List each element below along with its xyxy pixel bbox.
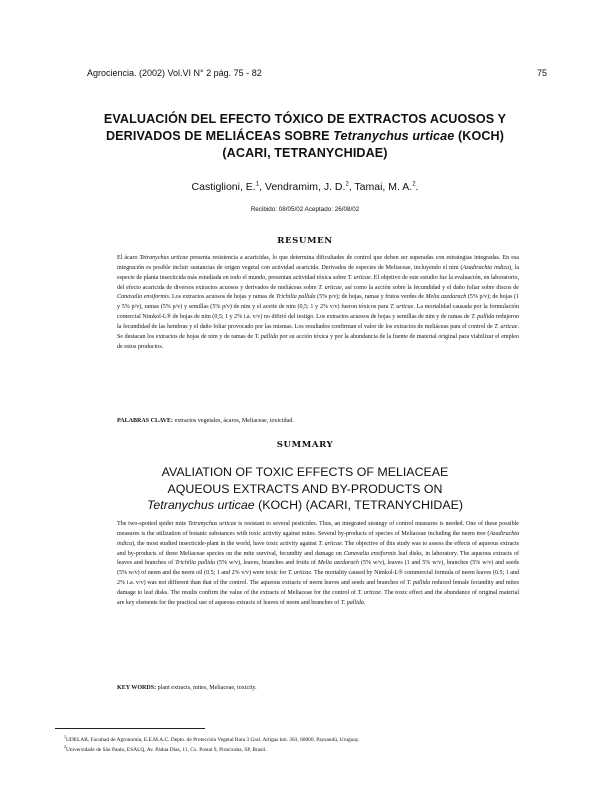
footnote-2-text: Universidade de São Paulo, ESALQ, Av. Pádua Dias, 11, Cx. Postal 9, Piracicaba, SP, Brasil. <box>66 746 267 753</box>
resumen-text: ), la especie de planta insecticida más estudiada en todo el mundo, presentan actividad tóxica sobre <box>117 264 520 281</box>
summary-text: . The mortality caused by Nimkol-L® commercial formula of neem leaves (0.5; 1 and 2% i.a. v/v) was not different than that of the control. The aqueous extracts of neem leaves and seeds and branches of <box>117 570 519 587</box>
summary-species: T. urticae <box>318 540 342 547</box>
page-number: 75 <box>536 68 547 78</box>
footnote-2 <box>64 742 544 755</box>
author-list <box>60 181 550 193</box>
resumen-text: . La mortalidad causada por la formulación comercial Nimkol-L® de hojas de nim (0,5; 1 y 2% i.a. v/v) no difirió del testigo. Los extractos acuosos de hojas y semillas de nim y de ramas de <box>117 304 519 321</box>
footnote-divider <box>55 728 205 729</box>
resumen-species: T. urticae <box>318 284 342 291</box>
footnote-1-marker: 1 <box>64 734 66 739</box>
english-title-line-3 <box>60 497 550 514</box>
resumen-species: Canavalia ensiformis <box>117 294 169 301</box>
title-line-2-suffix: (KOCH) <box>454 129 505 143</box>
resumen-text: , así como la acción sobre la fecundidad y el daño foliar sobre discos de <box>341 284 519 291</box>
author-3-affiliation: 2 <box>412 181 416 188</box>
summary-text: reduced female fecundity and mites damage to leaf disks. The results confirm the value of the extracts of Meliaceae for the control of <box>117 580 519 596</box>
resumen-species: T. pallida <box>471 314 495 321</box>
summary-species: Tetranychus urticae <box>188 521 237 527</box>
title-line-3: (ACARI, TETRANYCHIDAE) <box>222 146 388 160</box>
english-title <box>60 464 550 514</box>
running-head <box>87 68 547 78</box>
resumen-body <box>117 254 519 352</box>
resumen-text: redujeron la fecundidad de las hembras y el daño foliar provocado por las mismas. Los resultados confirman el valor de los extractos de meliáceas para el control de <box>117 314 519 330</box>
resumen-species: T. pallida <box>254 333 278 340</box>
resumen-text: (5% p/v); de hojas, ramas y frutos verdes de <box>315 294 426 301</box>
resumen-text: (5% p/v); de hojas (1 y 5% p/v), ramas (5% p/v) y semillas (5% p/v) de nim y el aceite de nim (0,5; 1 y 2% v/v) fueron tóxicos para <box>117 294 520 311</box>
title-species: Tetranychus urticae <box>333 129 455 143</box>
key-words-text: plant extracts, mites, Meliaceae, toxicity. <box>156 685 257 691</box>
footnote-1-text: UDELAR, Facultad de Agronomía, E.E.M.A.C. Depto. de Protección Vegetal Ruta 3 Gral. Artigas km. 363, 60000, Paysandú, Uruguay. <box>66 736 360 743</box>
journal-citation: Agrociencia. (2002) Vol.VI N° 2 pág. 75 - 82 <box>87 68 262 78</box>
english-title-suffix: (KOCH) (ACARI, TETRANYCHIDAE) <box>254 498 464 512</box>
summary-species: Azadirachta indica <box>117 530 519 547</box>
resumen-text: presenta resistencia a acaricidas, lo que determina dificultades de control que deben ser superadas con estrategias integradas. En esa integración es posible incluir sustancias de origen vegetal con actividad acaricida. Derivados de especies de Meliaceae, incluyendo el nim ( <box>117 255 519 271</box>
received-accepted-dates: Recibido: 08/05/02 Aceptado: 26/08/02 <box>250 206 360 213</box>
article-title <box>60 111 550 162</box>
resumen-species: Azadirachta indica <box>462 264 510 271</box>
resumen-species: T. urticae <box>494 323 518 330</box>
resumen-species: Tetranychus urticae <box>139 255 189 261</box>
summary-species: T. pallida <box>406 580 431 587</box>
summary-text: . <box>363 599 366 606</box>
resumen-species: T. urticae <box>347 274 371 281</box>
palabras-clave-label: PALABRAS CLAVE: <box>117 418 174 424</box>
summary-text: (5% w/v), leaves (1 and 5% w/v), branches (5% w/v) and seeds (5% w/v) of neem and the neem oil (0.5; 1 and 2% v/v) were toxic for <box>117 560 519 577</box>
title-line-1: EVALUACIÓN DEL EFECTO TÓXICO DE EXTRACTOS ACUOSOS Y <box>103 112 507 126</box>
english-title-line-2: AQUEOUS EXTRACTS AND BY-PRODUCTS ON <box>167 481 443 496</box>
resumen-species: Trichilia pallida <box>276 294 316 301</box>
resumen-species: T. urticae <box>390 304 414 311</box>
resumen-species: Melia azedarach <box>425 294 467 301</box>
summary-body <box>117 520 519 609</box>
summary-species: T. urticae <box>357 589 381 596</box>
author-list-end: . <box>415 181 419 193</box>
key-words-label: KEY WORDS: <box>117 685 157 691</box>
english-title-line-1: AVALIATION OF TOXIC EFFECTS OF MELIACEAE <box>161 465 449 479</box>
summary-text: ), the most studied insecticide-plant in the world, have toxic activity against <box>132 540 319 547</box>
resumen-heading: RESUMEN <box>277 236 333 246</box>
summary-species: Melia azedarach <box>317 560 360 567</box>
author-1-affiliation: 1 <box>255 181 260 188</box>
resumen-text: por su acción tóxica y por la abundancia de la fuente de material original para viabilizar el empleo de estos productos. <box>117 333 519 350</box>
summary-text: . The objective of this study was to assess the effects of aqueous extracts and by-products of three Meliaceae species on the mite survival, fecundity and damage on <box>117 540 519 557</box>
resumen-text: . Se destacan los extractos de hojas de nim y de ramas de <box>117 323 519 340</box>
summary-text: (5% w/v), leaves, branches and fruits of <box>215 560 318 567</box>
summary-species: Trichilia pallida <box>175 560 216 567</box>
summary-text: leaf disks, in laboratory. The aqueous extracts of leaves and branches of <box>117 550 520 567</box>
summary-text: . The toxic effect and the abundance of original material are key elements for the practical use of aqueous extracts of leaves of neem and branches of <box>117 589 519 606</box>
footnote-2-marker: 2 <box>64 744 66 749</box>
summary-heading: SUMMARY <box>276 440 334 450</box>
key-words <box>117 685 519 691</box>
resumen-text: . Los extractos acuosos de hojas y ramas de <box>168 294 276 301</box>
resumen-text: . El objetivo de este estudio fue la evaluación, en laboratorio, del efecto acaricida de diversos extractos acuosos y derivados de meliáceas sobre <box>117 274 519 291</box>
english-title-species: Tetranychus urticae <box>146 498 255 512</box>
palabras-clave-text: extractos vegetales, ácaros, Meliaceae, toxicidad. <box>173 418 294 424</box>
summary-text: The two-spotted spider mite <box>117 521 189 527</box>
summary-species: T. urticae <box>287 570 312 577</box>
summary-species: Canavalia ensiformis <box>343 550 397 557</box>
author-2: , Vendramim, J. D. <box>259 181 346 193</box>
author-2-affiliation: 2 <box>345 181 349 188</box>
title-line-2-prefix: DERIVADOS DE MELIÁCEAS SOBRE <box>105 129 334 143</box>
author-1: Castiglioni, E. <box>191 181 256 193</box>
author-3: , Tamai, M. A. <box>348 181 413 193</box>
resumen-text: El ácaro <box>117 255 140 261</box>
summary-species: T. pallida <box>340 599 364 606</box>
title-line-2 <box>60 128 550 145</box>
summary-text: is resistant to several pesticides. Thus, an integrated strategy of control measures is needed. One of these possible measures is the utilization of botanic substances with toxic activity against mites. Several by-products of species of Meliaceae including the neem tree ( <box>117 521 519 537</box>
palabras-clave <box>117 418 519 424</box>
